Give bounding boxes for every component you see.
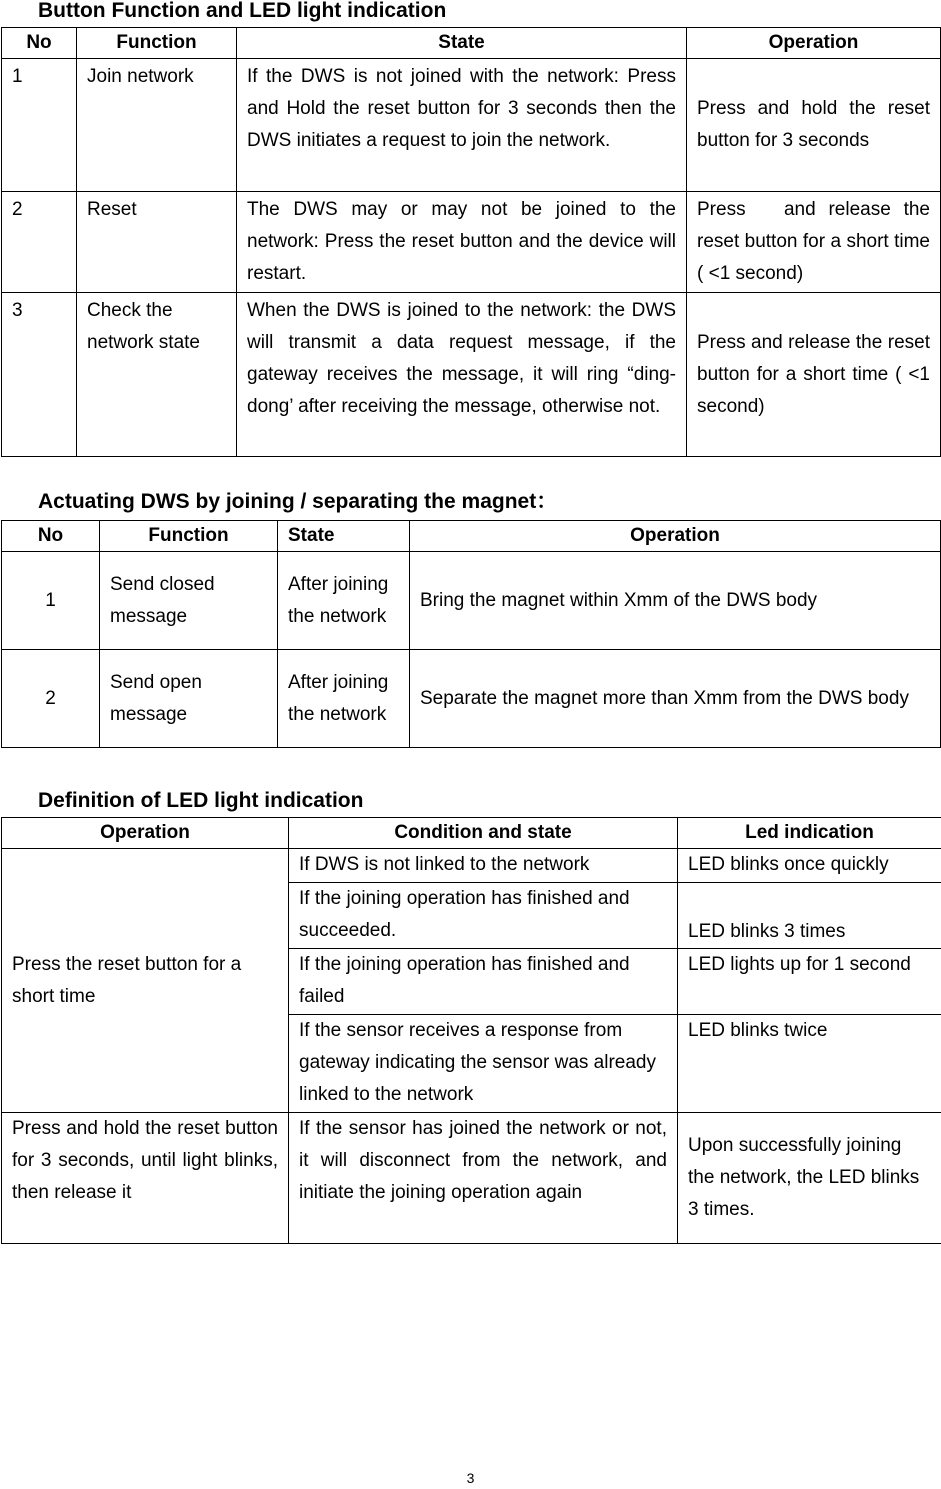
table-header-row — [2, 28, 941, 59]
cell-function: Send open message — [100, 650, 278, 748]
cell-operation: Bring the magnet within Xmm of the DWS body — [410, 552, 941, 650]
page-number: 3 — [466, 1470, 475, 1486]
header-no: No — [2, 28, 77, 59]
cell-condition: If DWS is not linked to the network — [289, 849, 678, 883]
table-row — [2, 293, 941, 457]
cell-indication: Upon successfully joining the network, the LED blinks 3 times. — [678, 1113, 941, 1244]
button-function-table — [1, 27, 941, 457]
cell-state: After joining the network — [278, 650, 410, 748]
table-row — [2, 650, 941, 748]
table-row — [2, 552, 941, 650]
cell-state: If the DWS is not joined with the network: Press and Hold the reset button for 3 seconds then the DWS initiates a request to join the network. — [237, 59, 687, 192]
header-operation: Operation — [687, 28, 941, 59]
cell-condition: If the joining operation has finished and failed — [289, 949, 678, 1015]
cell-function: Reset — [77, 192, 237, 293]
cell-indication: LED lights up for 1 second — [678, 949, 941, 1015]
header-no: No — [2, 521, 100, 552]
section-title-led-definition: Definition of LED light indication — [38, 789, 364, 812]
header-function: Function — [77, 28, 237, 59]
table-row — [2, 1113, 941, 1244]
cell-no: 3 — [2, 293, 77, 457]
cell-no: 1 — [2, 552, 100, 650]
section-title-magnet: Actuating DWS by joining / separating the magnet： — [38, 490, 558, 513]
cell-condition: If the joining operation has finished and succeeded. — [289, 883, 678, 949]
cell-function: Join network — [77, 59, 237, 192]
header-condition: Condition and state — [289, 818, 678, 849]
cell-no: 2 — [2, 192, 77, 293]
cell-operation: Press and release the reset button for a short time ( <1 second) — [687, 293, 941, 457]
table-header-row — [2, 818, 941, 849]
cell-indication: LED blinks 3 times — [678, 883, 941, 949]
header-operation: Operation — [410, 521, 941, 552]
header-state: State — [237, 28, 687, 59]
cell-indication: LED blinks once quickly — [678, 849, 941, 883]
cell-function: Send closed message — [100, 552, 278, 650]
header-operation: Operation — [2, 818, 289, 849]
section-title-button-function: Button Function and LED light indication — [38, 0, 447, 22]
cell-operation: Press and hold the reset button for 3 seconds — [687, 59, 941, 192]
header-led-indication: Led indication — [678, 818, 941, 849]
cell-no: 2 — [2, 650, 100, 748]
table-row — [2, 192, 941, 293]
cell-operation: Press the reset button for a short time — [2, 849, 289, 1113]
cell-condition: If the sensor has joined the network or not, it will disconnect from the network, and initiate the joining operation again — [289, 1113, 678, 1244]
cell-operation: Separate the magnet more than Xmm from the DWS body — [410, 650, 941, 748]
cell-condition: If the sensor receives a response from gateway indicating the sensor was already linked to the network — [289, 1015, 678, 1113]
cell-state: The DWS may or may not be joined to the network: Press the reset button and the device will restart. — [237, 192, 687, 293]
header-state: State — [278, 521, 410, 552]
cell-indication: LED blinks twice — [678, 1015, 941, 1113]
cell-function: Check the network state — [77, 293, 237, 457]
magnet-table — [1, 520, 941, 748]
table-row — [2, 849, 941, 883]
table-header-row — [2, 521, 941, 552]
cell-operation: Press and release the reset button for a short time ( <1 second) — [687, 192, 941, 293]
cell-no: 1 — [2, 59, 77, 192]
cell-operation: Press and hold the reset button for 3 seconds, until light blinks, then release it — [2, 1113, 289, 1244]
led-definition-table — [1, 817, 941, 1244]
cell-state: When the DWS is joined to the network: the DWS will transmit a data request message, if the gateway receives the message, it will ring “ding-dong’ after receiving the message, otherwise not. — [237, 293, 687, 457]
cell-state: After joining the network — [278, 552, 410, 650]
table-row — [2, 59, 941, 192]
header-function: Function — [100, 521, 278, 552]
